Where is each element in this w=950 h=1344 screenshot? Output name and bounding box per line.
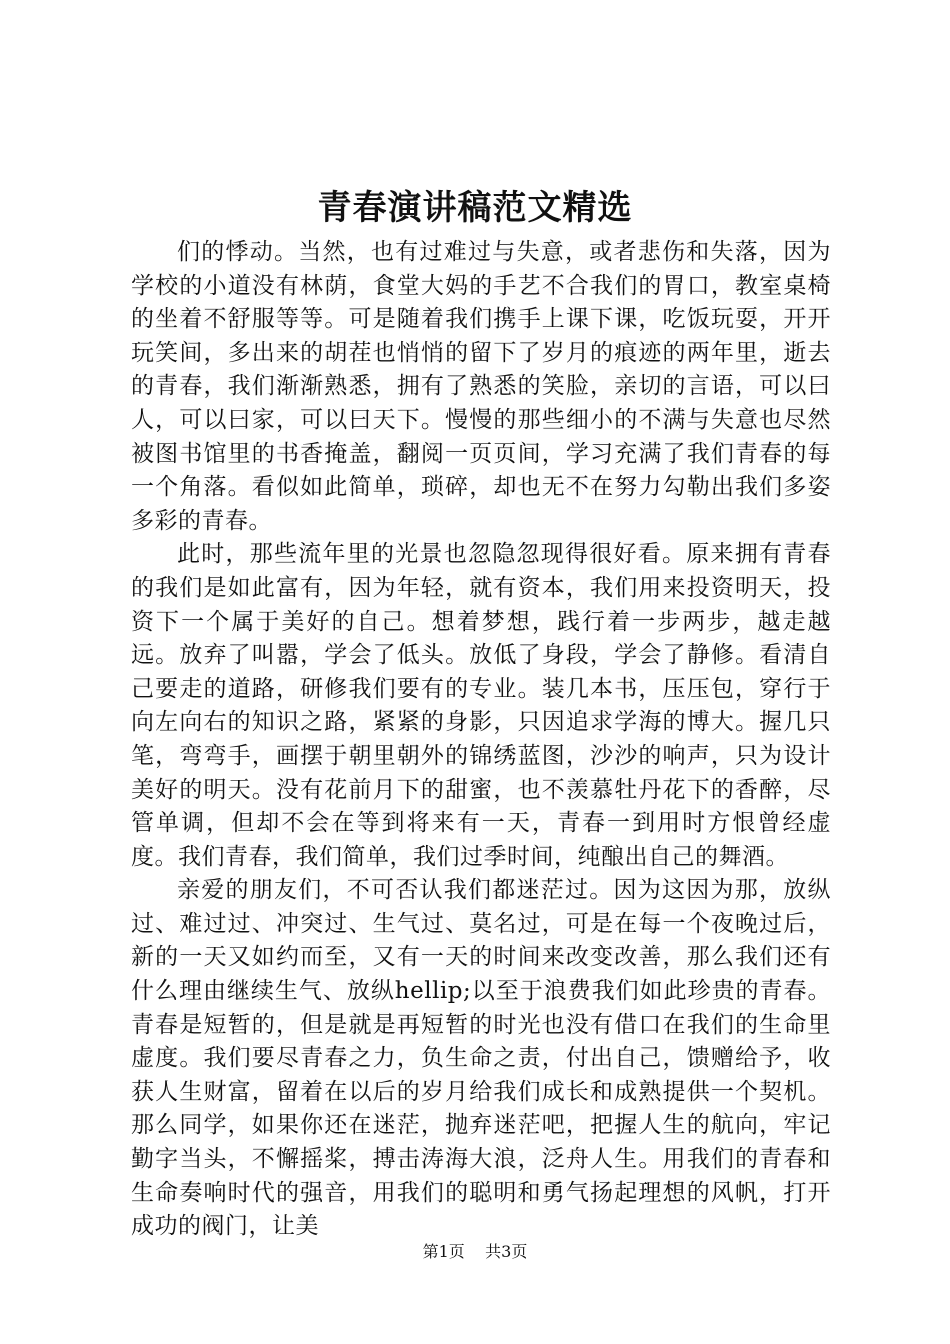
page-number: 第1页 bbox=[422, 1242, 465, 1261]
paragraph-3: 亲爱的朋友们，不可否认我们都迷茫过。因为这因为那，放纵过、难过过、冲突过、生气过、莫名过，可是在每一个夜晚过后，新的一天又如约而至，又有一天的时间来改变改善，那么我们还有什么理由继续生气、放纵hellip;以至于浪费我们如此珍贵的青春。青春是短暂的，但是就是再短暂的时光也没有借口在我们的生命里虚度。我们要尽青春之力，负生命之责，付出自己，馈赠给予，收获人生财富，留着在以后的岁月给我们成长和成熟提供一个契机。那么同学，如果你还在迷茫，抛弃迷茫吧，把握人生的航向，牢记勤字当头，不懈摇桨，搏击涛海大浪，泛舟人生。用我们的青春和生命奏响时代的强音，用我们的聪明和勇气扬起理想的风帆，打开成功的阀门，让美 bbox=[131, 877, 831, 1240]
paragraph-1: 们的悸动。当然，也有过难过与失意，或者悲伤和失落，因为学校的小道没有林荫，食堂大妈的手艺不合我们的胃口，教室桌椅的坐着不舒服等等。可是随着我们携手上课下课，吃饭玩耍，开开玩笑间，多出来的胡茬也悄悄的留下了岁月的痕迹的两年里，逝去的青春，我们渐渐熟悉，拥有了熟悉的笑脸，亲切的言语，可以曰人，可以曰家，可以曰天下。慢慢的那些细小的不满与失意也尽然被图书馆里的书香掩盖，翻阅一页页间，学习充满了我们青春的每一个角落。看似如此简单，琐碎，却也无不在努力勾勒出我们多姿多彩的青春。 bbox=[131, 239, 831, 534]
document-title: 青春演讲稿范文精选 bbox=[317, 188, 633, 228]
total-pages: 共3页 bbox=[485, 1242, 528, 1261]
paragraph-2: 此时，那些流年里的光景也忽隐忽现得很好看。原来拥有青春的我们是如此富有，因为年轻，就有资本，我们用来投资明天，投资下一个属于美好的自己。想着梦想，践行着一步两步，越走越远。放弃了叫嚣，学会了低头。放低了身段，学会了静修。看清自己要走的道路，研修我们要有的专业。装几本书，压压包，穿行于向左向右的知识之路，紧紧的身影，只因追求学海的博大。握几只笔，弯弯手，画摆于朝里朝外的锦绣蓝图，沙沙的响声，只为设计美好的明天。没有花前月下的甜蜜，也不羡慕牡丹花下的香醉，尽管单调，但却不会在等到将来有一天，青春一到用时方恨曾经虚度。我们青春，我们简单，我们过季时间，纯酿出自己的舞酒。 bbox=[131, 541, 831, 870]
page-spacer bbox=[470, 1240, 480, 1264]
page-footer bbox=[0, 1240, 950, 1264]
document-body bbox=[131, 236, 831, 1244]
